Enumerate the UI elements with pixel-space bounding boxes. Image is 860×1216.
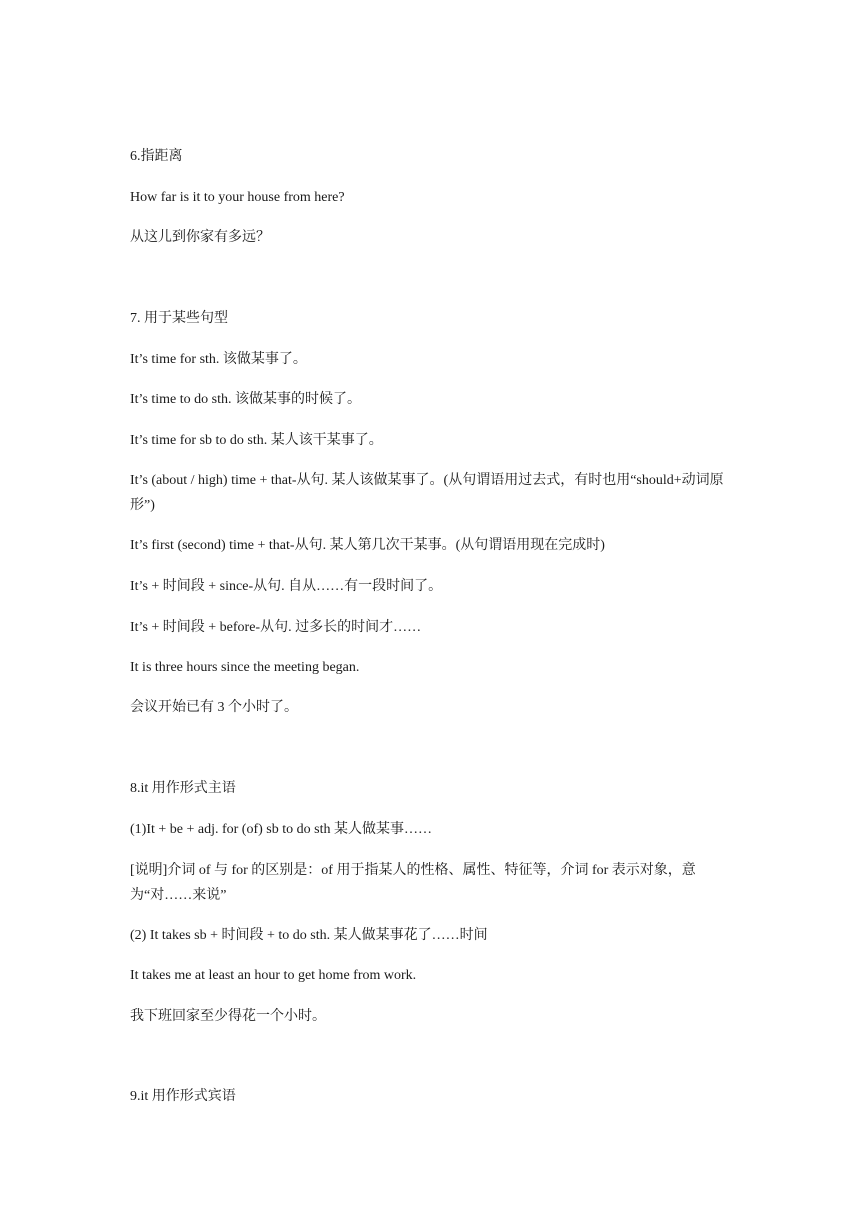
section-8-example-english: It takes me at least an hour to get home from work. xyxy=(130,968,417,983)
pattern-since: It’s + 时间段 + since-从句. 自从……有一段时间了。 xyxy=(130,579,443,594)
section-7-example-english: It is three hours since the meeting began. xyxy=(130,660,360,675)
section-8-note: [说明]介词 of 与 for 的区别是：of 用于指某人的性格、属性、特征等，介词 for 表示对象，意为“对……来说” xyxy=(130,863,696,903)
pattern-high-time: It’s (about / high) time + that-从句. 某人该做某事了。(从句谓语用过去式，有时也用“should+动词原形”) xyxy=(130,473,724,513)
section-8-example-chinese: 我下班回家至少得花一个小时。 xyxy=(130,1009,326,1024)
section-6-example-chinese: 从这儿到你家有多远？ xyxy=(130,230,270,245)
section-8-rule-2: (2) It takes sb + 时间段 + to do sth. 某人做某事花了……时间 xyxy=(130,928,488,943)
pattern-time-for-sb: It’s time for sb to do sth. 某人该干某事了。 xyxy=(130,433,383,448)
pattern-before: It’s + 时间段 + before-从句. 过多长的时间才…… xyxy=(130,620,422,635)
section-6-example-english: How far is it to your house from here? xyxy=(130,190,345,205)
section-7-heading: 7. 用于某些句型 xyxy=(130,311,228,326)
pattern-time-to-do: It’s time to do sth. 该做某事的时候了。 xyxy=(130,392,361,407)
section-8-rule-1: (1)It + be + adj. for (of) sb to do sth 某人做某事…… xyxy=(130,822,432,837)
pattern-first-time: It’s first (second) time + that-从句. 某人第几次干某事。(从句谓语用现在完成时) xyxy=(130,538,605,553)
section-9-heading: 9.it 用作形式宾语 xyxy=(130,1089,236,1104)
section-6-heading: 6.指距离 xyxy=(130,149,183,164)
section-8-heading: 8.it 用作形式主语 xyxy=(130,781,236,796)
section-7-example-chinese: 会议开始已有 3 个小时了。 xyxy=(130,700,298,715)
pattern-time-for-sth: It’s time for sth. 该做某事了。 xyxy=(130,352,307,367)
